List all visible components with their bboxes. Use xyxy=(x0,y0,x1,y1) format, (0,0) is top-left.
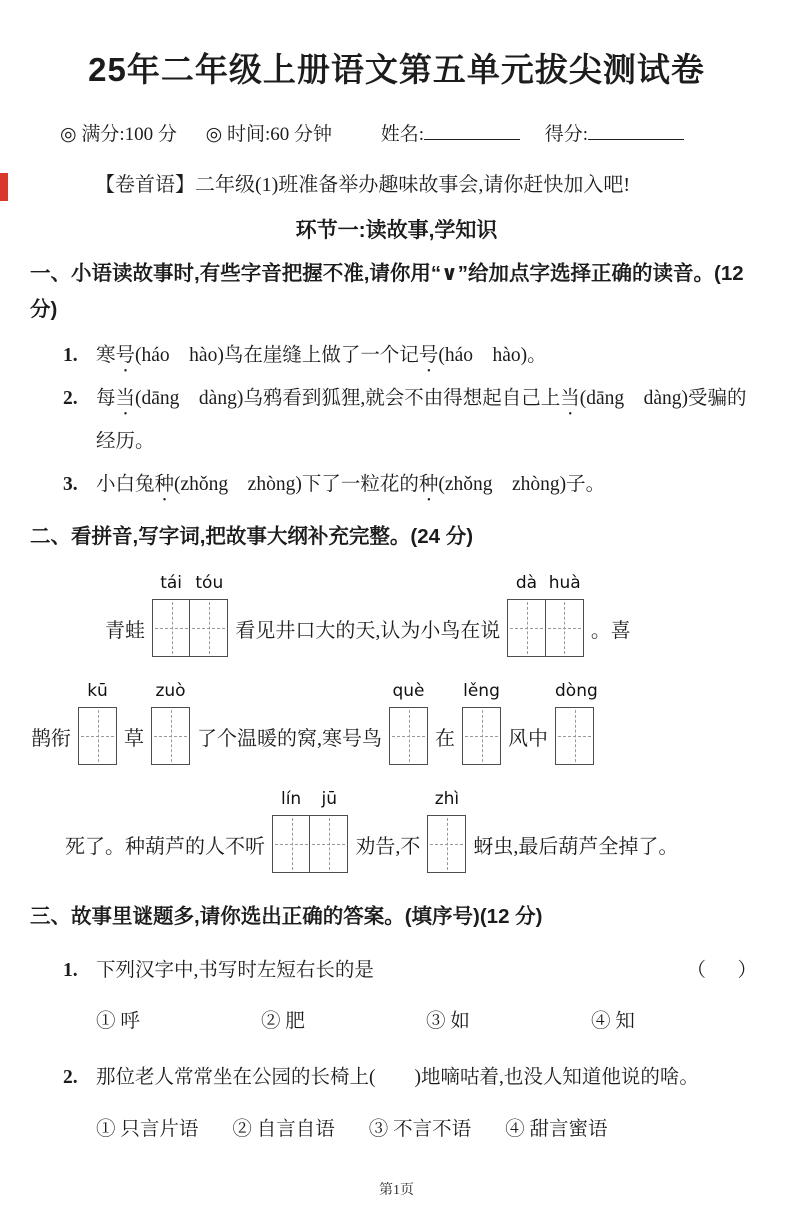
pinyin-label: zuò xyxy=(155,681,186,702)
question-item-1 xyxy=(63,335,763,378)
full-score-label: ◎ 满分:100 分 xyxy=(60,124,177,145)
row-text: 风中 xyxy=(508,727,548,750)
name-field xyxy=(381,124,520,145)
writing-cell[interactable] xyxy=(309,815,348,873)
item-number: 1. xyxy=(63,959,78,981)
item-text: 小白兔种(zhǒng zhòng)下了一粒花的种(zhǒng zhòng)子。 xyxy=(96,473,606,495)
page-number: 第1页 xyxy=(379,1183,414,1199)
writing-box-ku xyxy=(78,681,117,765)
writing-box-zuo xyxy=(151,681,190,765)
option-3[interactable]: ③ 不言不语 xyxy=(368,1119,472,1141)
page-title: 25年二年级上册语文第五单元拔尖测试卷 xyxy=(88,51,705,88)
fill-row-3 xyxy=(62,789,793,873)
pinyin-labels xyxy=(427,789,466,809)
pinyin-labels xyxy=(151,681,190,701)
option-1[interactable]: ① 只言片语 xyxy=(96,1119,199,1141)
part-one-heading: 环节一:读故事,学知识 xyxy=(295,219,498,242)
question-text: 下列汉字中,书写时左短右长的是 xyxy=(96,959,374,981)
meta-row xyxy=(60,119,763,146)
pinyin-label: lěng xyxy=(463,681,500,702)
row-text: 看见井口大的天,认为小鸟在说 xyxy=(235,619,501,642)
writing-cell[interactable] xyxy=(272,815,311,873)
writing-box-que xyxy=(389,681,428,765)
pinyin-labels xyxy=(152,573,228,593)
pinyin-labels xyxy=(272,789,348,809)
pinyin-labels xyxy=(389,681,428,701)
item-text: 寒号(háo hào)鸟在崖缝上做了一个记号(háo hào)。 xyxy=(96,344,547,366)
pinyin-label: dà xyxy=(515,573,538,594)
pinyin-labels xyxy=(507,573,583,593)
pinyin-labels xyxy=(462,681,501,701)
options-row-3-1 xyxy=(96,1002,763,1043)
writing-cell[interactable] xyxy=(555,707,594,765)
writing-cell[interactable] xyxy=(189,599,228,657)
intro-text: 【卷首语】二年级(1)班准备举办趣味故事会,请你赶快加入吧! xyxy=(95,174,630,196)
fill-row-2 xyxy=(28,681,793,765)
section-one-heading: 一、小语读故事时,有些字音把握不准,请你用“∨”给加点字选择正确的读音。(12 分) xyxy=(30,262,744,322)
pinyin-label: huà xyxy=(548,573,581,594)
row-text: 鹊衔 xyxy=(31,727,71,750)
option-2[interactable]: ② 自言自语 xyxy=(232,1119,335,1141)
pinyin-labels xyxy=(78,681,117,701)
writing-cell[interactable] xyxy=(152,599,191,657)
scan-edge-mark xyxy=(0,173,8,201)
item-text: 每当(dāng dàng)乌鸦看到狐狸,就会不由得想起自己上当(dāng dàng)受骗的经历。 xyxy=(96,387,747,452)
pinyin-label: tóu xyxy=(195,573,224,594)
question-item-2 xyxy=(63,378,763,464)
section-two-heading: 二、看拼音,写字词,把故事大纲补充完整。(24 分) xyxy=(30,524,474,548)
row-text: 劝告,不 xyxy=(355,835,421,858)
item-number: 1. xyxy=(63,344,78,366)
option-4[interactable]: ④ 知 xyxy=(591,1011,635,1033)
score-field xyxy=(545,124,684,145)
row-text: 了个温暖的窝,寒号鸟 xyxy=(197,727,382,750)
item-number: 3. xyxy=(63,473,78,495)
time-label: ◎ 时间:60 分钟 xyxy=(205,124,332,145)
name-label: 姓名: xyxy=(380,124,424,145)
writing-cell[interactable] xyxy=(78,707,117,765)
row-text: 蚜虫,最后葫芦全掉了。 xyxy=(473,835,679,858)
pinyin-label: jū xyxy=(321,789,338,810)
section-one-items xyxy=(0,335,793,507)
writing-cell[interactable] xyxy=(507,599,546,657)
writing-box-dahua xyxy=(507,573,583,657)
question-text: 那位老人常常坐在公园的长椅上( )地嘀咕着,也没人知道他说的啥。 xyxy=(96,1067,699,1089)
row-text: 在 xyxy=(435,727,455,750)
option-3[interactable]: ③ 如 xyxy=(426,1011,470,1033)
row-text: 。喜 xyxy=(590,619,631,642)
pinyin-label: què xyxy=(392,681,425,702)
writing-box-dong xyxy=(555,681,598,765)
writing-box-zhi xyxy=(427,789,466,873)
fill-row-1 xyxy=(102,573,793,657)
options-row-3-2 xyxy=(96,1110,763,1151)
option-1[interactable]: ① 呼 xyxy=(96,1011,140,1033)
item-number: 2. xyxy=(63,387,78,409)
section-three-heading: 三、故事里谜题多,请你选出正确的答案。(填序号)(12 分) xyxy=(30,905,543,929)
option-2[interactable]: ② 肥 xyxy=(261,1011,305,1033)
pinyin-label: kū xyxy=(87,681,108,702)
pinyin-labels xyxy=(555,681,598,702)
name-blank[interactable] xyxy=(424,120,520,140)
score-label: 得分: xyxy=(544,124,589,145)
answer-parentheses[interactable]: （ ） xyxy=(686,959,763,981)
pinyin-label: zhì xyxy=(434,789,460,810)
question-3-1 xyxy=(63,950,763,993)
row-text: 死了。种葫芦的人不听 xyxy=(65,835,265,858)
writing-box-taitou xyxy=(152,573,228,657)
score-blank[interactable] xyxy=(588,120,684,140)
writing-cell[interactable] xyxy=(389,707,428,765)
row-text: 青蛙 xyxy=(105,619,145,642)
pinyin-label: dòng xyxy=(555,681,598,702)
row-text: 草 xyxy=(124,727,144,750)
writing-cell[interactable] xyxy=(151,707,190,765)
question-3-2 xyxy=(63,1057,763,1100)
question-item-3 xyxy=(63,464,763,507)
pinyin-label: tái xyxy=(160,573,182,594)
pinyin-label: lín xyxy=(280,789,302,810)
option-4[interactable]: ④ 甜言蜜语 xyxy=(505,1119,608,1141)
writing-box-leng xyxy=(462,681,501,765)
writing-box-linju xyxy=(272,789,348,873)
writing-cell[interactable] xyxy=(427,815,466,873)
writing-cell[interactable] xyxy=(545,599,584,657)
writing-cell[interactable] xyxy=(462,707,501,765)
item-number: 2. xyxy=(63,1067,78,1089)
test-paper-page xyxy=(0,44,793,1211)
